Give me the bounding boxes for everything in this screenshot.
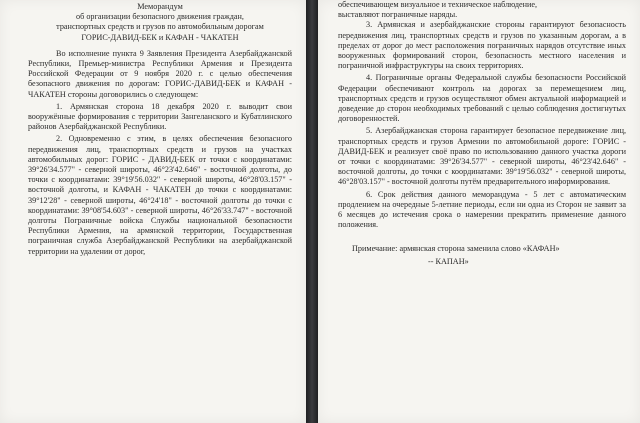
- paragraph-4: 4. Пограничные органы Федеральной службы безопасности Российской Федерации обеспечивают контроль на дорогах за перемещением лиц, транспортных средств и грузов осуществляют обмен актуальной информацией и доведение до сторон необходимых требований с целью соблюдения достигнутых договоренностей.: [338, 73, 626, 124]
- document-page-right: [318, 0, 640, 423]
- memorandum-title: [28, 2, 292, 43]
- document-page-left: [0, 0, 306, 423]
- note: Примечание: армянская сторона заменила слово «КАФАН»: [352, 244, 560, 254]
- title-line: об организации безопасного движения граждан,: [76, 12, 244, 22]
- title-line: Меморандум: [137, 2, 183, 11]
- note-tail: -- КАПАН»: [428, 256, 469, 266]
- paragraph-2: 2. Одновременно с этим, в целях обеспечения безопасного передвижения лиц, транспортных средств и грузов на участках автомобильных дорог: ГОРИС - ДАВИД-БЕК от точки с координатами: 39°26'34.577" - северной широты, 46°23'42.646" - восточной долготы, до точки с координатами: 39°19'56.032" - северной широты, 46°28'03.157" - восточной долготы, и КАФАН - ЧАКАТЕН до точки с координатами: 39°12'28" - северной широты, 46°24'18" - восточной долготы до точки с координатами: 39°08'54.603" - северной широты, 46°26'33.747" - восточной долготы Пограничные войска Службы национальной безопасности Республики Армения, на армянской территории, Государственная пограничная служба Азербайджанской Республики на азербайджанской территории на удалении от дорог,: [28, 134, 292, 256]
- paragraph-5: 5. Азербайджанская сторона гарантирует безопасное передвижение лиц, транспортных средств и грузов Армении по автомобильной дороге: ГОРИС - ДАВИД-БЕК и реализует своё право по использованию данного участка дороги от точки с координатами: 39°26'34.577" - северной широты, 46°23'42.646" - восточной долготы, до точки с координатами: 39°19'56.032" - северной широты, 46°28'03.157" - восточной долготы путём предварительного информирования.: [338, 126, 626, 187]
- page-right-content: [338, 0, 626, 269]
- continuation-line: обеспечивающем визуальное и техническое наблюдение,: [338, 0, 538, 9]
- paragraph-3: 3. Армянская и азербайджанские стороны гарантируют безопасность передвижения лиц, транспортных средств и грузов по указанным дорогам, а в пределах от дорог до мест расположения пограничных нарядов отсутствие иных вооруженных формирований сторон, безопасность местного населения и пограничной инфраструктуры на своих территориях.: [338, 20, 626, 71]
- paragraph-6: 6. Срок действия данного меморандума - 5 лет с автоматическим продлением на очередные 5-летние периоды, если ни одна из Сторон не заявит за 6 месяцев до истечения срока о намерении прекратить применение данного положения.: [338, 189, 626, 230]
- page-left-content: [28, 2, 292, 259]
- title-line: транспортных средств и грузов по автомобильным дорогам: [56, 22, 264, 32]
- continuation-lines: [338, 0, 626, 20]
- title-line: ГОРИС-ДАВИД-БЕК и КАФАН - ЧАКАТЕН: [81, 32, 239, 42]
- paragraph-preamble: Во исполнение пункта 9 Заявления Президента Азербайджанской Республики, Премьер-министра Республики Армения и Президента Российской Федерации от 9 ноября 2020 г. с целью обеспечения безопасного движения по дорогам: ГОРИС-ДАВИД-БЕК и КАФАН - ЧАКАТЕН стороны договорились о следующем:: [28, 48, 292, 99]
- continuation-line: выставляют пограничные наряды.: [338, 10, 458, 20]
- page-gutter: [306, 0, 318, 423]
- paragraph-1: 1. Армянская сторона 18 декабря 2020 г. выводит свои вооружённые формирования с территории Зангеланского и Кубатлинского районов Азербайджанской Республики.: [28, 101, 292, 132]
